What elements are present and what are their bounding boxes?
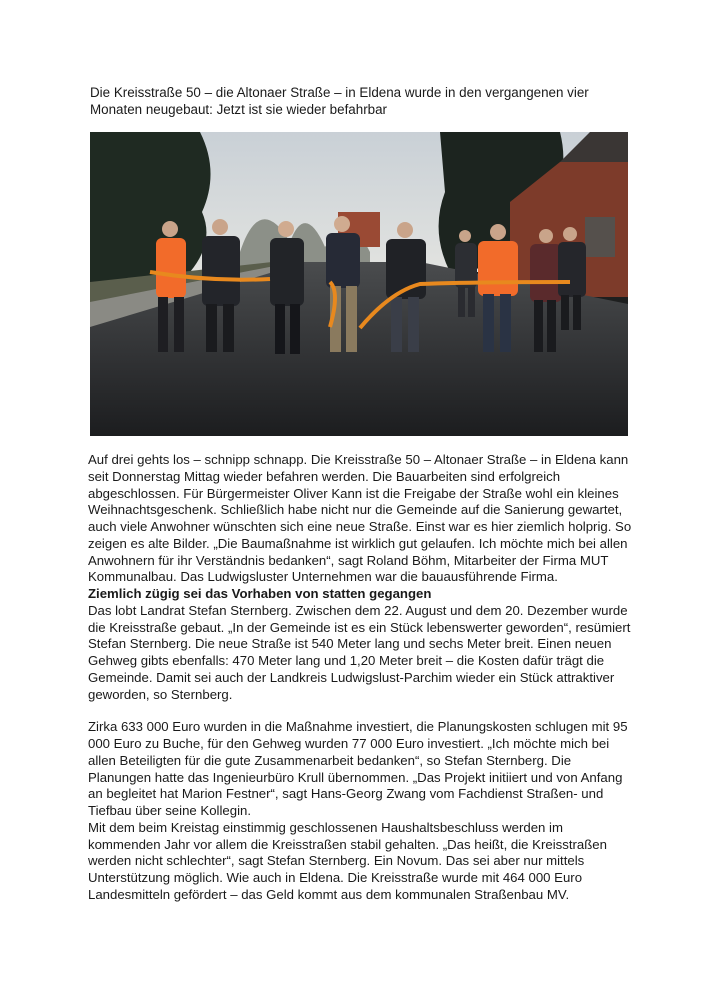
article-paragraph: Auf drei gehts los – schnipp schnapp. Die Kreisstraße 50 – Altonaer Straße – in Eldena kann seit Donnerstag Mittag wieder befahren werden. Die Bauarbeiten sind erfolgreich abgeschlossen. Für Bürgermeister Oliver Kann ist die Freigabe der Straße wohl ein kleines Weihnachtsgeschenk. Schließlich habe nicht nur die Gemeinde auf die Sanierung gewartet, auch viele Anwohner wünschten sich eine neue Straße. Einst war es hier ziemlich holprig. So zeigen es alte Bilder. „Die Baumaßnahme ist wirklich gut gelaufen. Ich möchte mich bei allen Anwohnern für ihr Verständnis bedanken“, sagt Roland Böhm, Mitarbeiter der Firma MUT Kommunalbau. Das Ludwigsluster Unternehmen war die bauausführende Firma. — [88, 452, 632, 585]
article-subheading: Ziemlich zügig sei das Vorhaben von statten gegangen — [88, 586, 432, 601]
photo-caption: Die Kreisstraße 50 – die Altonaer Straße – in Eldena wurde in den vergangenen vier Monaten neugebaut: Jetzt ist sie wieder befahrbar — [90, 85, 589, 117]
paragraph-gap — [88, 703, 632, 719]
ribbon-cutting-photo — [90, 132, 628, 436]
article-paragraph: Zirka 633 000 Euro wurden in die Maßnahme investiert, die Planungskosten schlugen mit 95 000 Euro zu Buche, für den Gehweg wurden 77 000 Euro investiert. „Ich möchte mich bei allen Beteiligten für die gute Zusammenarbeit bedanken“, so Stefan Sternberg. Die Planungen hatte das Ingenieurbüro Krull übernommen. „Das Projekt initiiert und von Anfang an begleitet hat Marion Festner“, sagt Hans-Georg Zwang vom Fachdienst Straßen- und Tiefbau über seine Kollegin. — [88, 719, 628, 818]
article-paragraph: Mit dem beim Kreistag einstimmig geschlossenen Haushaltsbeschluss werden im kommenden Jahr vor allem die Kreisstraßen stabil gehalten. „Das heißt, die Kreisstraßen werden nicht schlechter“, sagt Stefan Sternberg. Ein Novum. Das sei aber nur mittels Unterstützung möglich. Wie auch in Eldena. Die Kreisstraße wurde mit 464 000 Euro Landesmitteln gefördert – das Geld kommt aus dem kommunalen Straßenbau MV. — [88, 819, 607, 902]
article-body — [88, 452, 632, 904]
article-paragraph: Das lobt Landrat Stefan Sternberg. Zwischen dem 22. August und dem 20. Dezember wurde die Kreisstraße gebaut. „In der Gemeinde ist es ein Stück lebenswerter geworden“, resümiert Stefan Sternberg. Die neue Straße ist 540 Meter lang und sechs Meter breit. Einen neuen Gehweg gibts ebenfalls: 470 Meter lang und 1,20 Meter breit – die Kosten dafür trägt die Gemeinde. Damit sei auch der Landkreis Ludwigslust-Parchim wieder ein Stück attraktiver geworden, so Sternberg. — [88, 602, 631, 702]
